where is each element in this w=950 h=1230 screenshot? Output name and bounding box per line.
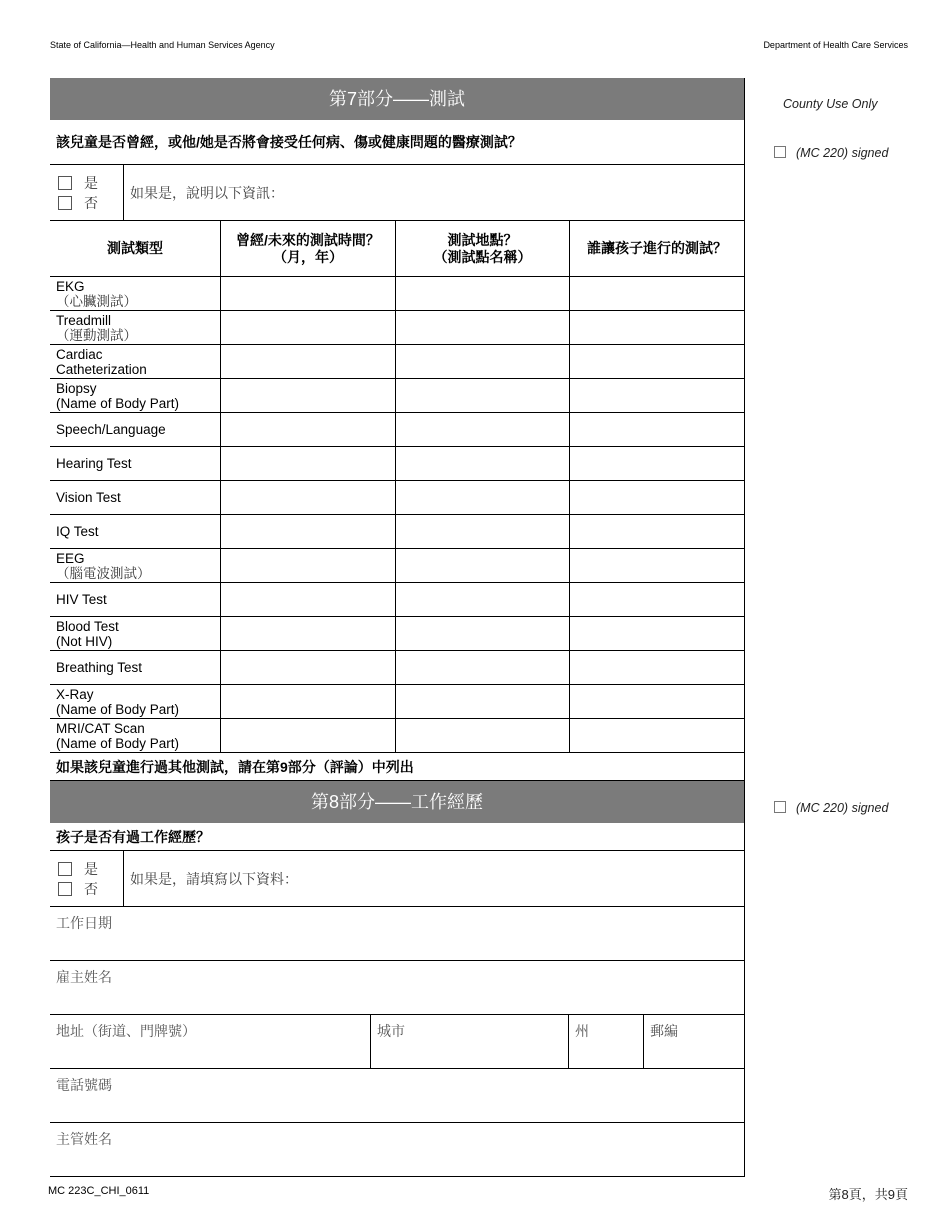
test-subname: (Name of Body Part) (56, 735, 180, 751)
test-ordered-by-input[interactable] (570, 515, 744, 548)
test-ordered-by-input[interactable] (570, 379, 744, 412)
section7-question: 該兒童是否曾經，或他/她是否將會接受任何病、傷或健康問題的醫療測試？ (50, 120, 744, 165)
test-location-input[interactable] (396, 413, 570, 446)
test-name-cell (50, 481, 221, 514)
test-name: X-Ray (56, 686, 94, 702)
employer-name-field[interactable] (50, 961, 744, 1015)
section7-yes-checkbox[interactable] (58, 176, 72, 190)
col-test-type (50, 221, 221, 276)
table-row (50, 447, 744, 481)
col-test-location (396, 221, 570, 276)
city-field[interactable] (371, 1015, 569, 1068)
section7-no-checkbox[interactable] (58, 196, 72, 210)
table-row (50, 277, 744, 311)
test-name: HIV Test (56, 592, 107, 607)
table-row (50, 549, 744, 583)
zip-label: 郵編 (650, 1023, 678, 1039)
work-dates-field[interactable] (50, 907, 744, 961)
test-ordered-by-input[interactable] (570, 447, 744, 480)
col-test-time-line2: （月，年） (272, 248, 343, 265)
test-time-input[interactable] (221, 549, 396, 582)
address-row (50, 1015, 744, 1069)
test-location-input[interactable] (396, 277, 570, 310)
test-ordered-by-input[interactable] (570, 583, 744, 616)
test-name-cell (50, 685, 221, 718)
col-test-time (221, 221, 396, 276)
zip-field[interactable] (644, 1015, 744, 1068)
test-time-input[interactable] (221, 311, 396, 344)
employer-name-label: 雇主姓名 (56, 969, 112, 985)
test-time-input[interactable] (221, 719, 396, 752)
work-dates-label: 工作日期 (56, 915, 112, 931)
test-name: MRI/CAT Scan (56, 720, 145, 736)
county-use-only-label: County Use Only (783, 97, 878, 111)
test-location-input[interactable] (396, 549, 570, 582)
test-time-input[interactable] (221, 345, 396, 378)
col-test-ordered-by (570, 221, 744, 276)
mc220-signed-1 (774, 146, 888, 160)
test-location-input[interactable] (396, 481, 570, 514)
section7-yes-no (50, 165, 744, 221)
section8-yes-label: 是 (84, 861, 98, 877)
test-ordered-by-input[interactable] (570, 685, 744, 718)
section8-no-option[interactable] (58, 879, 123, 899)
test-subname: （腦電波測試） (56, 565, 151, 581)
mc220-signed-label-2: (MC 220) signed (796, 801, 889, 815)
table-row (50, 413, 744, 447)
test-time-input[interactable] (221, 583, 396, 616)
test-name: Hearing Test (56, 456, 132, 471)
test-name-cell (50, 617, 221, 650)
state-label: 州 (575, 1023, 589, 1039)
form-id: MC 223C_CHI_0611 (48, 1185, 150, 1197)
test-time-input[interactable] (221, 481, 396, 514)
section7-title: 第7部分——測試 (50, 78, 744, 120)
test-name-cell (50, 413, 221, 446)
test-name-cell (50, 277, 221, 310)
test-location-input[interactable] (396, 583, 570, 616)
supervisor-label: 主管姓名 (56, 1131, 112, 1147)
test-ordered-by-input[interactable] (570, 651, 744, 684)
test-subname: (Not HIV) (56, 633, 113, 649)
table-row (50, 379, 744, 413)
table-row (50, 311, 744, 345)
test-time-input[interactable] (221, 413, 396, 446)
test-location-input[interactable] (396, 345, 570, 378)
test-name: EEG (56, 550, 85, 566)
address-label: 地址（街道、門牌號） (56, 1023, 196, 1039)
test-name-cell (50, 311, 221, 344)
test-name-cell (50, 379, 221, 412)
test-name-cell (50, 651, 221, 684)
test-name: Biopsy (56, 380, 97, 396)
test-time-input[interactable] (221, 617, 396, 650)
test-name: Vision Test (56, 490, 121, 505)
table-row (50, 583, 744, 617)
test-name: IQ Test (56, 524, 99, 539)
section7-yesno-box (50, 165, 124, 220)
section7-no-option[interactable] (58, 193, 123, 213)
section8-no-label: 否 (84, 881, 98, 897)
section8-if-yes: 如果是，請填寫以下資料： (130, 870, 298, 887)
test-name: Treadmill (56, 312, 112, 328)
test-subname: (Name of Body Part) (56, 395, 180, 411)
test-name-cell (50, 515, 221, 548)
col-test-location-line2: （測試點名稱） (433, 248, 532, 265)
section8-question: 孩子是否有過工作經歷？ (50, 823, 744, 851)
test-location-input[interactable] (396, 379, 570, 412)
section7-if-yes: 如果是，說明以下資訊： (130, 184, 284, 201)
test-ordered-by-input[interactable] (570, 311, 744, 344)
test-subname: Catheterization (56, 361, 147, 377)
table-row (50, 719, 744, 753)
mc220-signed-label-1: (MC 220) signed (796, 146, 889, 160)
col-test-time-line1: 曾經/未來的測試時間？ (236, 231, 380, 248)
phone-label: 電話號碼 (56, 1077, 112, 1093)
test-ordered-by-input[interactable] (570, 413, 744, 446)
page-number: 第8頁，共9頁 (828, 1187, 908, 1202)
mc220-signed-checkbox-1[interactable] (774, 146, 786, 158)
test-name-cell (50, 719, 221, 752)
test-time-input[interactable] (221, 685, 396, 718)
form-body (50, 78, 745, 1177)
mc220-signed-2 (774, 801, 888, 815)
test-name: Cardiac (56, 346, 103, 362)
table-row (50, 481, 744, 515)
test-subname: (Name of Body Part) (56, 701, 180, 717)
test-name: Speech/Language (56, 422, 166, 437)
test-subname: （心臟測試） (56, 293, 137, 309)
col-test-ordered-by-line1: 誰讓孩子進行的測試？ (587, 240, 727, 256)
supervisor-field[interactable] (50, 1123, 744, 1177)
test-ordered-by-input[interactable] (570, 481, 744, 514)
col-test-location-line1: 測試地點？ (447, 231, 518, 248)
test-ordered-by-input[interactable] (570, 719, 744, 752)
test-time-input[interactable] (221, 447, 396, 480)
mc220-signed-checkbox-2[interactable] (774, 801, 786, 813)
agency-name: State of California—Health and Human Services Agency (50, 40, 275, 50)
test-time-input[interactable] (221, 651, 396, 684)
col-test-type-line1: 測試類型 (107, 240, 163, 256)
state-field[interactable] (569, 1015, 644, 1068)
phone-field[interactable] (50, 1069, 744, 1123)
section8-no-checkbox[interactable] (58, 882, 72, 896)
section8-yes-option[interactable] (58, 859, 123, 879)
test-time-input[interactable] (221, 277, 396, 310)
other-tests-note: 如果該兒童進行過其他測試，請在第9部分（評論）中列出 (50, 753, 744, 781)
test-ordered-by-input[interactable] (570, 549, 744, 582)
test-location-input[interactable] (396, 651, 570, 684)
tests-table-header (50, 221, 744, 277)
test-ordered-by-input[interactable] (570, 345, 744, 378)
test-location-input[interactable] (396, 685, 570, 718)
department-name: Department of Health Care Services (763, 40, 908, 50)
test-subname: （運動測試） (56, 327, 137, 343)
test-ordered-by-input[interactable] (570, 277, 744, 310)
section8-yes-no (50, 851, 744, 907)
test-name-cell (50, 447, 221, 480)
table-row (50, 515, 744, 549)
test-name-cell (50, 345, 221, 378)
table-row (50, 651, 744, 685)
test-name: Blood Test (56, 618, 119, 634)
test-ordered-by-input[interactable] (570, 617, 744, 650)
section7-no-label: 否 (84, 195, 98, 211)
section7-yes-option[interactable] (58, 173, 123, 193)
section8-yes-checkbox[interactable] (58, 862, 72, 876)
section8-title: 第8部分——工作經歷 (50, 781, 744, 823)
test-time-input[interactable] (221, 515, 396, 548)
test-name: EKG (56, 278, 85, 294)
test-location-input[interactable] (396, 617, 570, 650)
test-name: Breathing Test (56, 660, 143, 675)
tests-table-body (50, 277, 744, 753)
test-location-input[interactable] (396, 719, 570, 752)
city-label: 城市 (377, 1023, 405, 1039)
test-time-input[interactable] (221, 379, 396, 412)
test-location-input[interactable] (396, 515, 570, 548)
section7-yes-label: 是 (84, 175, 98, 191)
test-name-cell (50, 549, 221, 582)
section8-yesno-box (50, 851, 124, 906)
table-row (50, 685, 744, 719)
test-location-input[interactable] (396, 447, 570, 480)
table-row (50, 617, 744, 651)
test-location-input[interactable] (396, 311, 570, 344)
test-name-cell (50, 583, 221, 616)
address-field[interactable] (50, 1015, 371, 1068)
table-row (50, 345, 744, 379)
